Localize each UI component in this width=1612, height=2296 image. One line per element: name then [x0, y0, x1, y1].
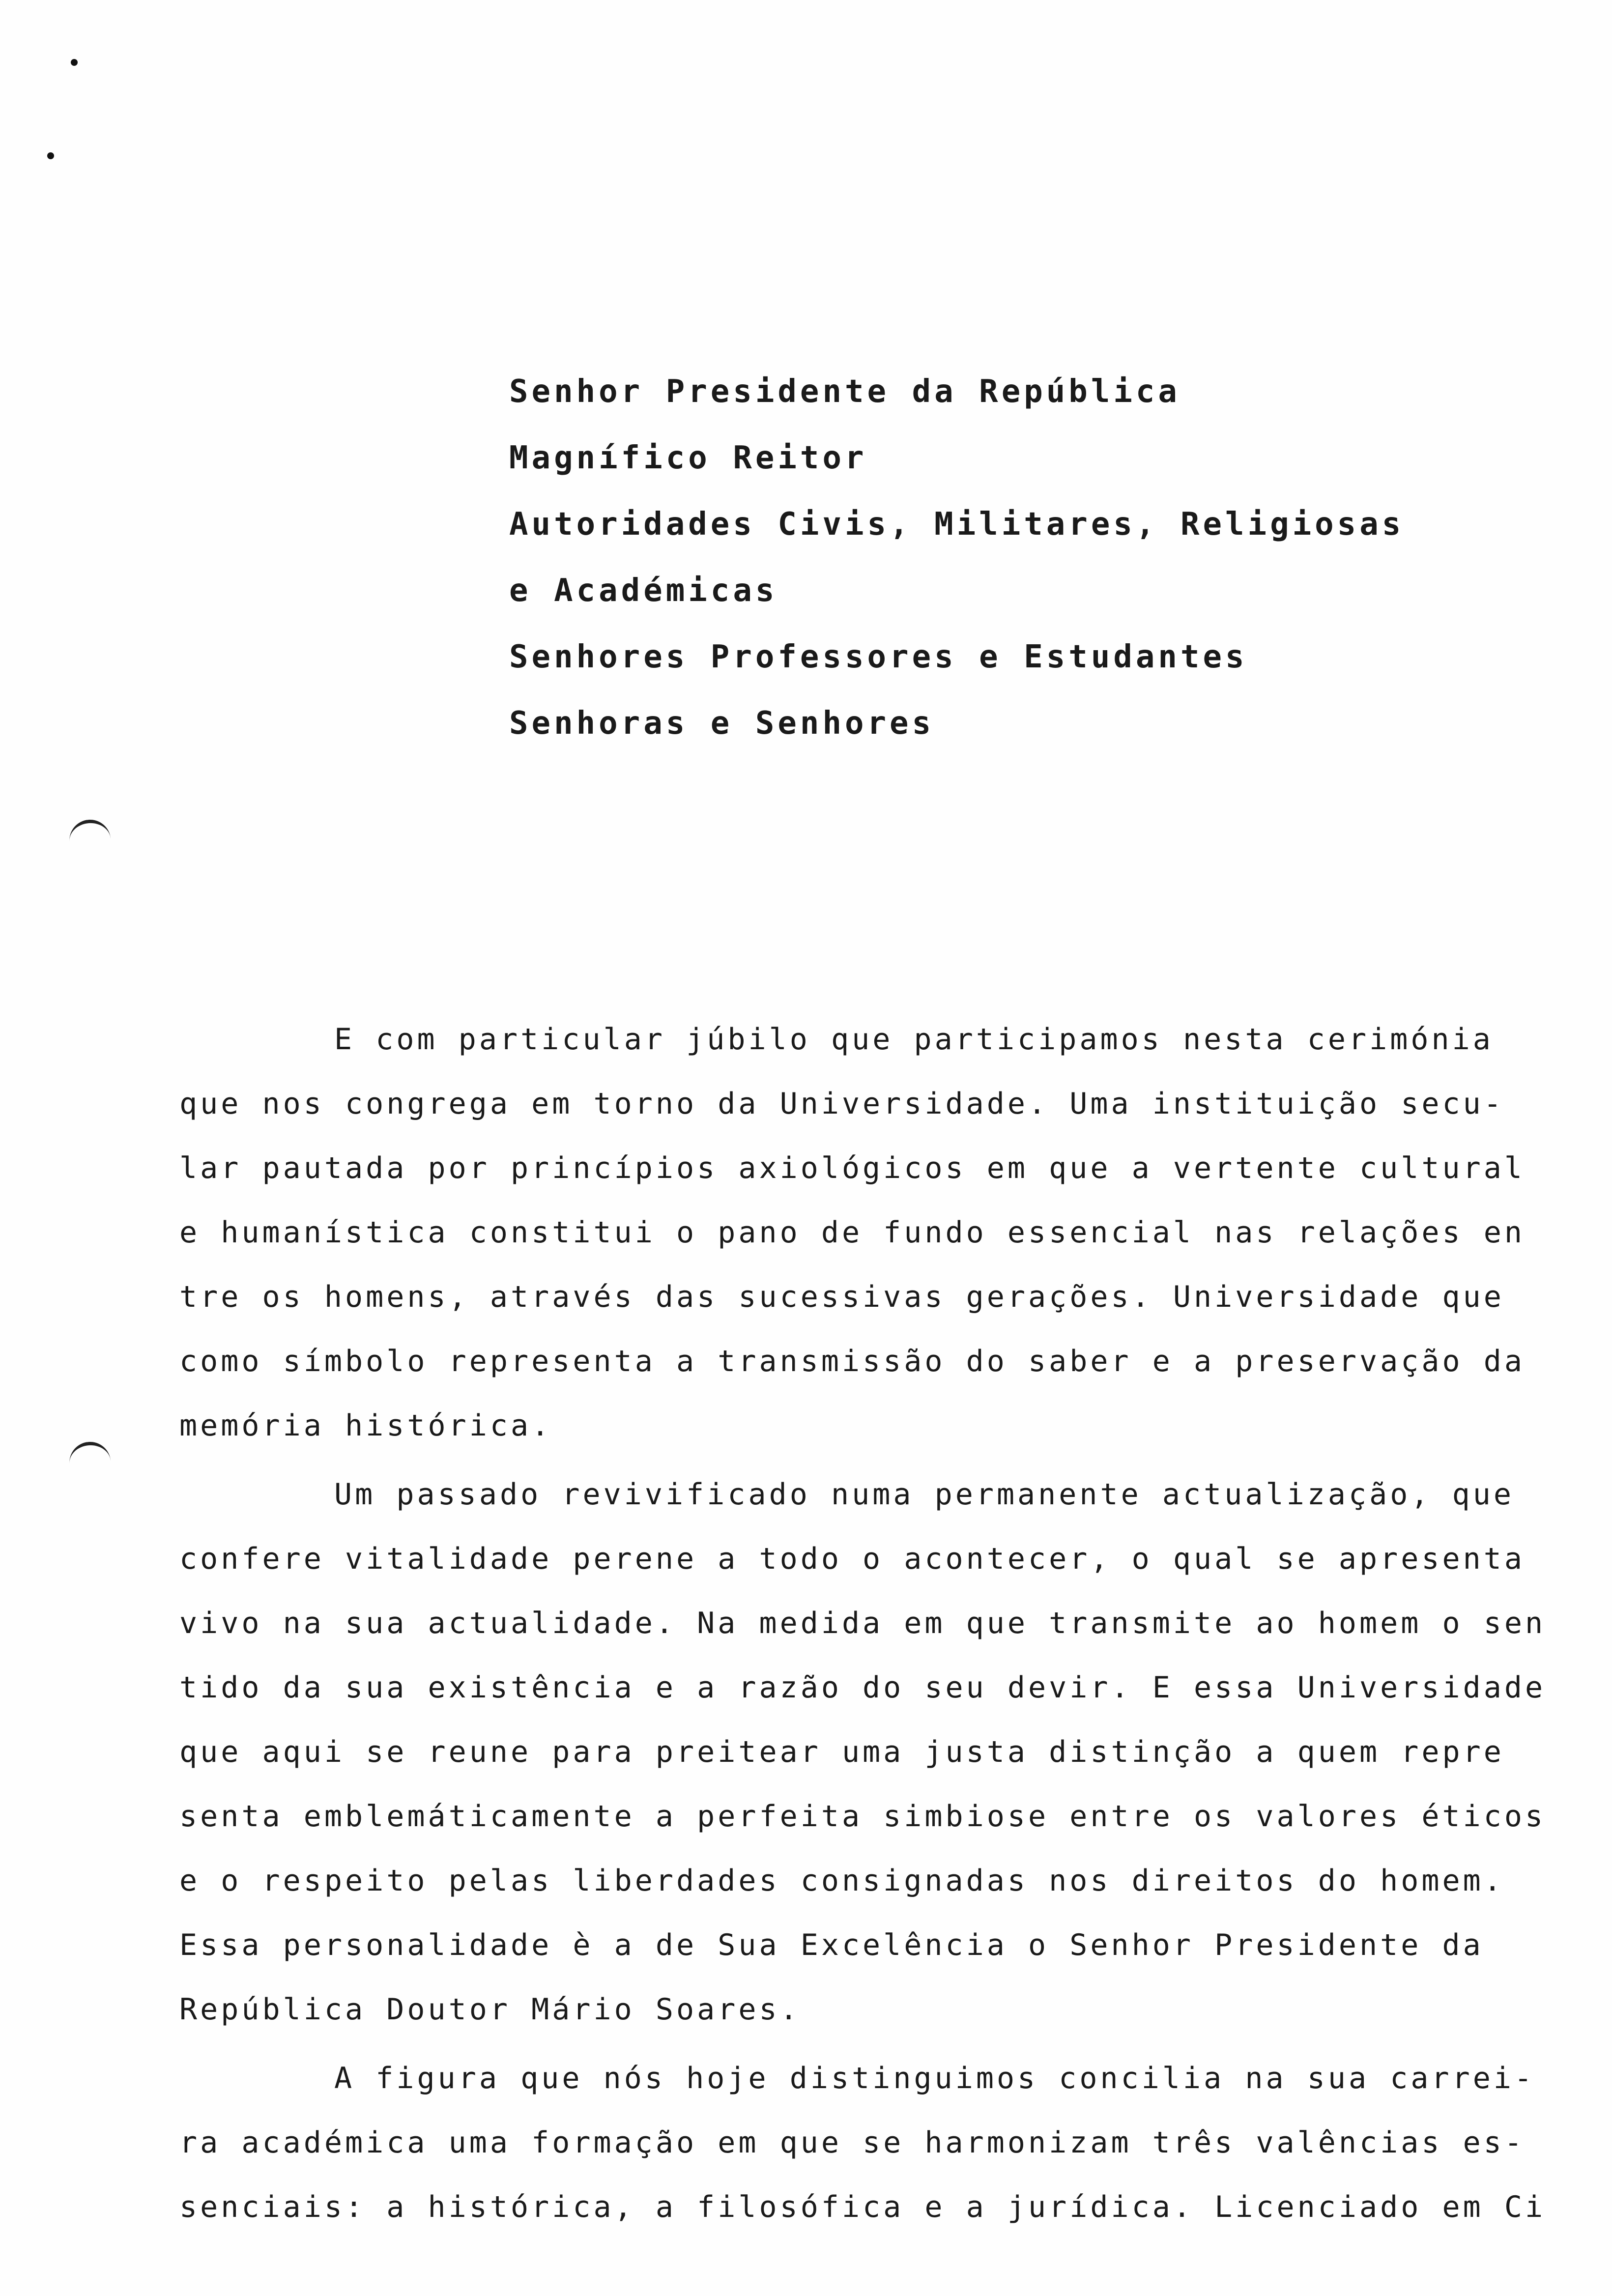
- text-line: tre os homens, através das sucessivas gerações. Universidade que: [179, 1280, 1504, 1314]
- text-line: Essa personalidade è a de Sua Excelência o Senhor Presidente da: [179, 1928, 1484, 1962]
- paragraph-3: [179, 2046, 1546, 2239]
- margin-dot-mark: [71, 59, 78, 66]
- text-line: lar pautada por princípios axiológicos em que a vertente cultural: [179, 1151, 1525, 1185]
- text-line: A figura que nós hoje distinguimos concilia na sua carrei-: [334, 2061, 1535, 2095]
- text-line: ra académica uma formação em que se harmonizam três valências es-: [179, 2125, 1525, 2160]
- text-line: como símbolo representa a transmissão do saber e a preservação da: [179, 1344, 1525, 1378]
- text-line: República Doutor Mário Soares.: [179, 1992, 801, 2027]
- salutation-line: Senhores Professores e Estudantes: [509, 639, 1248, 675]
- text-line: senta emblemáticamente a perfeita simbiose entre os valores éticos: [179, 1799, 1546, 1834]
- speech-body: [179, 1007, 1546, 2239]
- salutation-line: Magnífico Reitor: [509, 440, 867, 476]
- binder-hole-mark: [68, 1440, 111, 1466]
- text-line: e humanística constitui o pano de fundo essencial nas relações en: [179, 1215, 1525, 1250]
- paragraph-2: [179, 1463, 1546, 2042]
- text-line: que aqui se reune para preitear uma justa distinção a quem repre: [179, 1735, 1504, 1769]
- salutation-line: e Académicas: [509, 573, 778, 609]
- text-line: e o respeito pelas liberdades consignadas nos direitos do homem.: [179, 1864, 1504, 1898]
- salutation-line: Senhoras e Senhores: [509, 705, 935, 742]
- text-line: tido da sua existência e a razão do seu devir. E essa Universidade: [179, 1670, 1546, 1705]
- text-line: senciais: a histórica, a filosófica e a jurídica. Licenciado em Ci: [179, 2190, 1546, 2224]
- salutation-line: Autoridades Civis, Militares, Religiosas: [509, 506, 1405, 543]
- text-line: confere vitalidade perene a todo o acontecer, o qual se apresenta: [179, 1542, 1525, 1576]
- text-line: Um passado revivificado numa permanente actualização, que: [334, 1477, 1515, 1512]
- salutation-line: Senhor Presidente da República: [509, 373, 1180, 410]
- salutation-block: [509, 359, 1404, 757]
- text-line: vivo na sua actualidade. Na medida em que transmite ao homem o sen: [179, 1606, 1546, 1640]
- text-line: memória histórica.: [179, 1408, 552, 1443]
- paragraph-1: [179, 1007, 1525, 1458]
- text-line: que nos congrega em torno da Universidade. Uma instituição secu-: [179, 1087, 1504, 1121]
- margin-dot-mark: [47, 152, 54, 159]
- text-line: E com particular júbilo que participamos nesta cerimónia: [334, 1022, 1494, 1057]
- binder-hole-mark: [68, 818, 111, 844]
